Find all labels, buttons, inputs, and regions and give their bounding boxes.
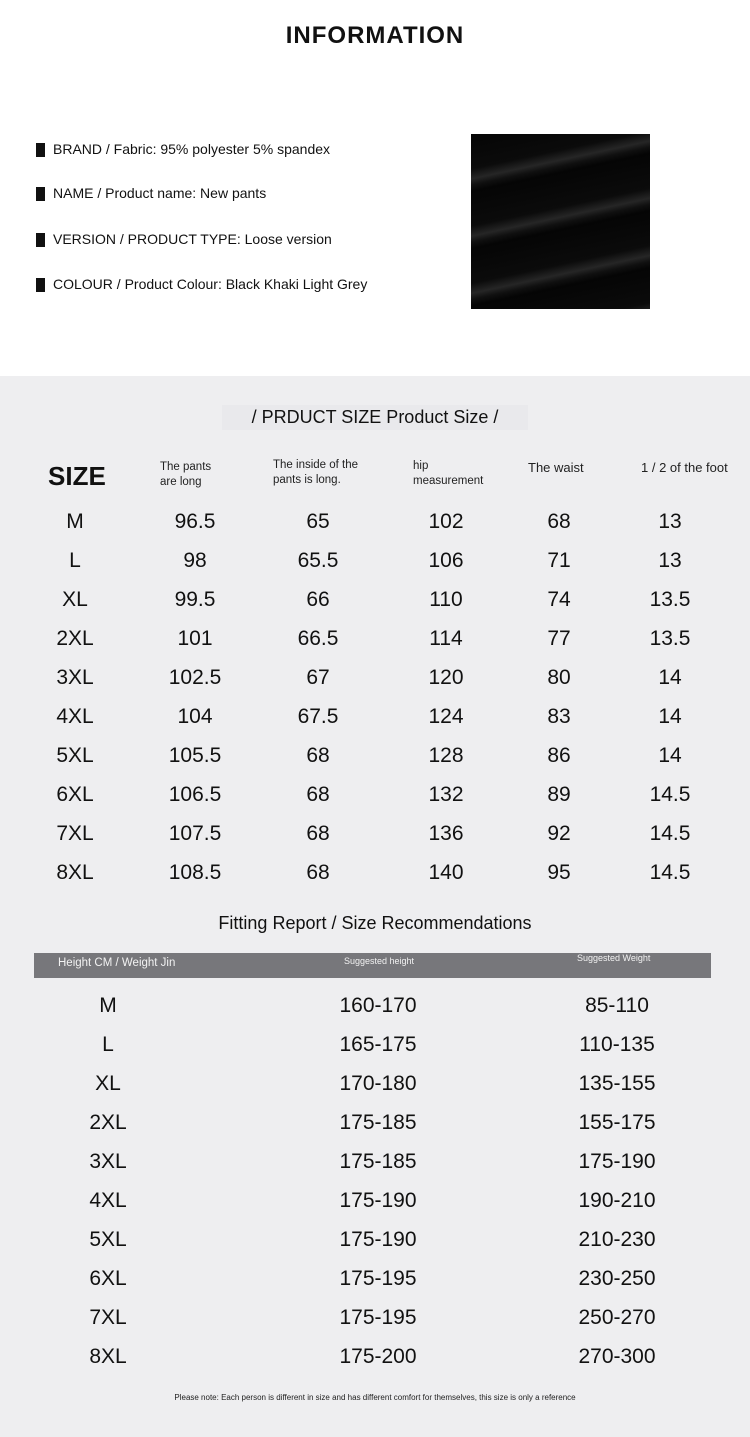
table-cell: 65 (306, 510, 330, 533)
table-row (0, 814, 750, 853)
table-cell: 104 (177, 705, 213, 728)
table-cell: 68 (306, 861, 330, 884)
size-table (0, 502, 750, 892)
info-text: NAME / Product name: New pants (53, 185, 267, 201)
table-cell: 114 (429, 627, 463, 650)
table-cell: 99.5 (174, 588, 216, 611)
table-cell: M (66, 510, 84, 533)
table-cell: 13 (658, 510, 682, 533)
page-title: INFORMATION (285, 22, 465, 49)
info-row-brand (36, 141, 330, 157)
table-cell: 175-185 (339, 1150, 417, 1173)
table-cell: 68 (306, 822, 330, 845)
table-cell: 83 (547, 705, 571, 728)
table-cell: 175-190 (339, 1189, 417, 1212)
recommendation-table (0, 986, 750, 1376)
table-cell: 66.5 (297, 627, 339, 650)
table-cell: 66 (306, 588, 330, 611)
table-cell: 14 (658, 744, 682, 767)
table-cell: 108.5 (168, 861, 222, 884)
table-cell: 96.5 (174, 510, 216, 533)
table-row (0, 1298, 750, 1337)
info-text: BRAND / Fabric: 95% polyester 5% spandex (53, 141, 331, 157)
table-cell: 175-195 (339, 1306, 417, 1329)
table-cell: 4XL (56, 705, 94, 728)
fitting-report-title: Fitting Report / Size Recommendations (218, 913, 532, 933)
bullet-icon (36, 278, 45, 292)
table-cell: 6XL (89, 1267, 127, 1290)
table-row (0, 853, 750, 892)
table-cell: 190-210 (578, 1189, 656, 1212)
info-text: VERSION / PRODUCT TYPE: Loose version (53, 231, 332, 247)
table-cell: 14 (658, 666, 682, 689)
table-row (0, 1181, 750, 1220)
table-row (0, 619, 750, 658)
table-cell: 2XL (56, 627, 94, 650)
table-cell: 175-185 (339, 1111, 417, 1134)
product-size-title: / PRDUCT SIZE Product Size / (0, 405, 750, 430)
bullet-icon (36, 143, 45, 157)
table-cell: 13.5 (649, 588, 691, 611)
table-row (0, 502, 750, 541)
table-cell: 110 (429, 588, 463, 611)
table-cell: XL (95, 1072, 121, 1095)
table-cell: 14.5 (649, 861, 691, 884)
table-cell: XL (62, 588, 88, 611)
table-cell: 230-250 (578, 1267, 656, 1290)
table-cell: L (69, 549, 81, 572)
column-header-foot: 1 / 2 of the foot (641, 460, 728, 475)
information-section (0, 0, 750, 376)
table-cell: 105.5 (168, 744, 222, 767)
header-height-weight: Height CM / Weight Jin (58, 957, 176, 969)
table-cell: 175-190 (339, 1228, 417, 1251)
table-cell: 14.5 (649, 822, 691, 845)
table-cell: 98 (183, 549, 207, 572)
disclaimer-note: Please note: Each person is different in size and has different comfort for themselves, this size is only a reference (174, 1393, 576, 1402)
bullet-icon (36, 187, 45, 201)
table-cell: 136 (428, 822, 464, 845)
table-cell: 71 (547, 549, 571, 572)
header-suggested-height: Suggested height (344, 956, 415, 966)
table-cell: 68 (306, 744, 330, 767)
column-header-inseam: The inside of the pants is long. (273, 459, 359, 486)
table-cell: 77 (547, 627, 571, 650)
table-row (0, 986, 750, 1025)
table-cell: 101 (177, 627, 213, 650)
recommendation-header-bar (34, 953, 711, 978)
table-row (0, 658, 750, 697)
table-cell: 67.5 (297, 705, 339, 728)
table-cell: 74 (547, 588, 571, 611)
column-header-hip: hip measurement (413, 460, 484, 487)
table-row (0, 1064, 750, 1103)
column-header-pants-length: The pants are long (160, 461, 212, 488)
table-cell: 175-200 (339, 1345, 417, 1368)
table-row (0, 580, 750, 619)
table-cell: 5XL (89, 1228, 127, 1251)
table-cell: 89 (547, 783, 571, 806)
table-cell: 160-170 (339, 994, 417, 1017)
table-row (0, 1103, 750, 1142)
table-row (0, 736, 750, 775)
table-cell: 106 (428, 549, 464, 572)
table-cell: 85-110 (585, 994, 649, 1017)
table-cell: 2XL (89, 1111, 127, 1134)
table-row (0, 775, 750, 814)
table-cell: L (102, 1033, 114, 1056)
table-cell: 14.5 (649, 783, 691, 806)
table-cell: 175-195 (339, 1267, 417, 1290)
info-row-version (36, 231, 332, 247)
table-row (0, 1220, 750, 1259)
table-cell: 65.5 (297, 549, 339, 572)
table-cell: 107.5 (168, 822, 222, 845)
table-cell: 270-300 (578, 1345, 656, 1368)
table-cell: 128 (428, 744, 464, 767)
bullet-icon (36, 233, 45, 247)
table-cell: 4XL (89, 1189, 127, 1212)
info-text: COLOUR / Product Colour: Black Khaki Light Grey (53, 276, 368, 292)
column-header-waist: The waist (528, 460, 584, 475)
table-cell: 13.5 (649, 627, 691, 650)
table-cell: 110-135 (579, 1033, 655, 1056)
table-cell: 135-155 (578, 1072, 656, 1095)
table-cell: 92 (547, 822, 571, 845)
table-cell: 5XL (56, 744, 94, 767)
table-cell: 106.5 (168, 783, 222, 806)
table-row (0, 1142, 750, 1181)
table-cell: 250-270 (578, 1306, 656, 1329)
table-cell: 80 (547, 666, 571, 689)
table-cell: 165-175 (339, 1033, 417, 1056)
table-cell: 68 (306, 783, 330, 806)
table-cell: 132 (428, 783, 464, 806)
table-cell: 124 (428, 705, 464, 728)
table-cell: 13 (658, 549, 682, 572)
table-row (0, 1025, 750, 1064)
table-cell: 8XL (56, 861, 94, 884)
table-cell: 170-180 (339, 1072, 417, 1095)
size-column-label: SIZE (48, 461, 106, 491)
table-row (0, 541, 750, 580)
table-cell: 175-190 (578, 1150, 656, 1173)
info-row-name (36, 185, 266, 201)
header-suggested-weight: Suggested Weight (577, 953, 651, 963)
table-cell: 155-175 (578, 1111, 656, 1134)
table-cell: 8XL (89, 1345, 127, 1368)
table-cell: 67 (306, 666, 330, 689)
table-cell: 68 (547, 510, 571, 533)
table-cell: 3XL (56, 666, 94, 689)
table-row (0, 697, 750, 736)
table-cell: 140 (428, 861, 464, 884)
table-cell: M (99, 994, 117, 1017)
fabric-swatch-image (471, 134, 650, 309)
table-cell: 14 (658, 705, 682, 728)
table-cell: 7XL (89, 1306, 127, 1329)
table-cell: 120 (428, 666, 464, 689)
info-row-colour (36, 276, 367, 292)
table-cell: 6XL (56, 783, 94, 806)
table-cell: 86 (547, 744, 571, 767)
table-cell: 3XL (89, 1150, 127, 1173)
table-row (0, 1259, 750, 1298)
table-cell: 102 (428, 510, 464, 533)
table-cell: 7XL (56, 822, 94, 845)
table-cell: 95 (547, 861, 571, 884)
table-cell: 210-230 (578, 1228, 656, 1251)
table-row (0, 1337, 750, 1376)
table-cell: 102.5 (168, 666, 222, 689)
